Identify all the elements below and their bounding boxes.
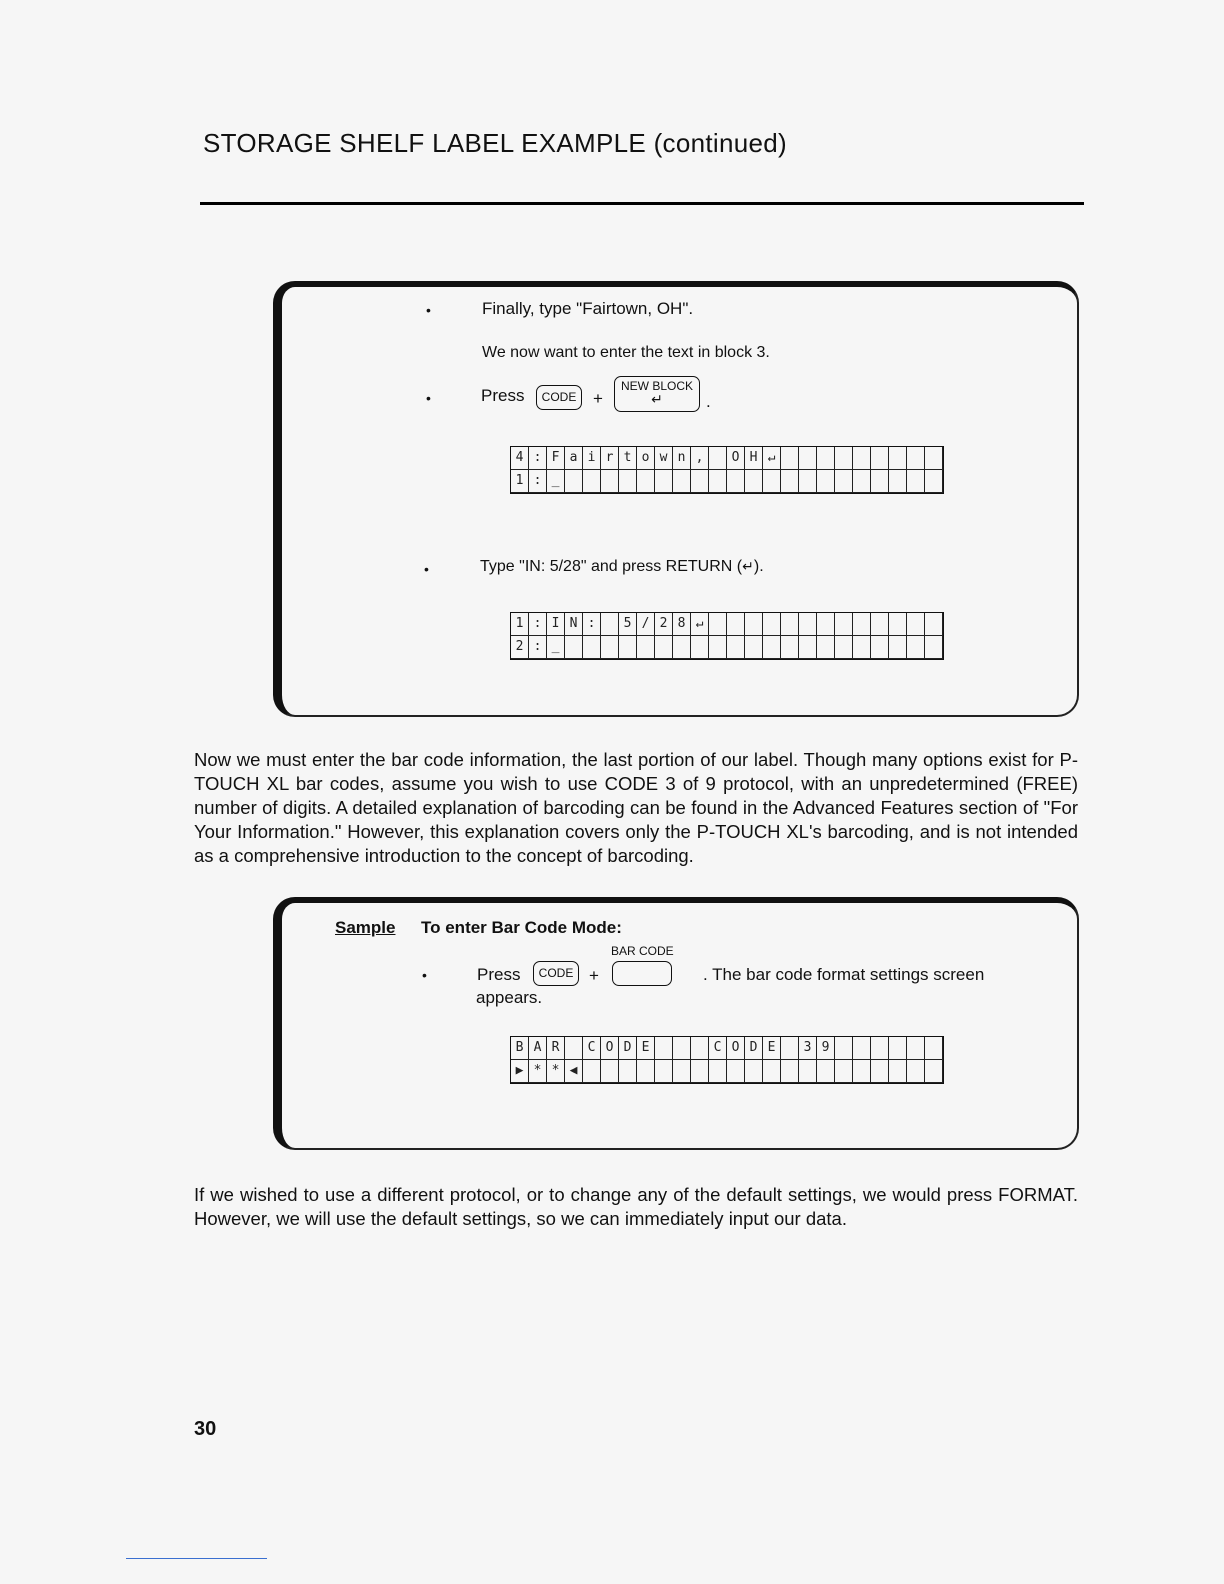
plus-sign: +	[589, 966, 599, 985]
lcd-cell	[709, 1060, 727, 1083]
lcd-cell: C	[583, 1037, 601, 1060]
lcd-cell: E	[637, 1037, 655, 1060]
lcd-cell: C	[709, 1037, 727, 1060]
lcd-cell	[871, 1060, 889, 1083]
lcd-cell	[889, 613, 907, 636]
lcd-cell	[727, 613, 745, 636]
bar-code-settings-text: . The bar code format settings screen	[703, 965, 985, 984]
lcd-cell	[799, 447, 817, 470]
lcd-cell: I	[547, 613, 565, 636]
lcd-cell	[655, 470, 673, 493]
lcd-cell: 2	[511, 636, 529, 659]
lcd-cell	[871, 1037, 889, 1060]
lcd-cell: 2	[655, 613, 673, 636]
lcd-cell: 5	[619, 613, 637, 636]
lcd-cell	[691, 470, 709, 493]
lcd-cell	[709, 636, 727, 659]
lcd-cell	[799, 1060, 817, 1083]
lcd-cell: r	[601, 447, 619, 470]
lcd-cell	[583, 470, 601, 493]
press-label: Press	[477, 965, 521, 984]
lcd-cell	[745, 636, 763, 659]
lcd-cell	[907, 1060, 925, 1083]
page-title: STORAGE SHELF LABEL EXAMPLE (continued)	[203, 128, 787, 158]
lcd-cell	[835, 636, 853, 659]
lcd-cell: :	[583, 613, 601, 636]
lcd-cell	[799, 470, 817, 493]
lcd-cell	[835, 1037, 853, 1060]
code-key: CODE	[533, 961, 579, 986]
lcd-cell: D	[619, 1037, 637, 1060]
lcd-cell	[673, 1037, 691, 1060]
lcd-cell	[619, 470, 637, 493]
lcd-cell: w	[655, 447, 673, 470]
lcd-cell	[637, 636, 655, 659]
lcd-cell	[889, 1037, 907, 1060]
lcd-cell: i	[583, 447, 601, 470]
lcd-cell	[853, 1037, 871, 1060]
lcd-cell	[853, 613, 871, 636]
lcd-cell	[907, 613, 925, 636]
lcd-cell: A	[529, 1037, 547, 1060]
lcd-cell: t	[619, 447, 637, 470]
lcd-cell	[601, 1060, 619, 1083]
lcd-cell	[853, 447, 871, 470]
lcd-cell	[835, 613, 853, 636]
lcd-cell	[889, 470, 907, 493]
lcd-cell	[619, 1060, 637, 1083]
lcd-cell: ◀	[565, 1060, 583, 1083]
bullet: •	[426, 302, 431, 318]
lcd-cell: _	[547, 636, 565, 659]
lcd-display-2	[510, 612, 944, 660]
lcd-cell	[727, 1060, 745, 1083]
bar-code-intro-paragraph: Now we must enter the bar code information, the last portion of our label. Though many options exist for P-TOUCH XL bar codes, assume you wish to use CODE 3 of 9 protocol, with an unpredetermined (FREE) number of digits. A detailed explanation of barcoding can be found in the Advanced Features section of "For Your Information." However, this explanation covers only the P-TOUCH XL's barcoding, and is not intended as a comprehensive introduction to the concept of barcoding.	[194, 749, 1078, 866]
lcd-cell: :	[529, 447, 547, 470]
lcd-cell: ,	[691, 447, 709, 470]
lcd-cell: ↵	[763, 447, 781, 470]
lcd-cell	[565, 1037, 583, 1060]
lcd-cell: 3	[799, 1037, 817, 1060]
lcd-cell: o	[637, 447, 655, 470]
lcd-cell	[835, 1060, 853, 1083]
lcd-cell: ↵	[691, 613, 709, 636]
lcd-cell	[817, 613, 835, 636]
step-type-in: Type "IN: 5/28" and press RETURN (↵).	[480, 558, 764, 575]
bar-code-key-caption: BAR CODE	[611, 944, 674, 958]
lcd-cell: 4	[511, 447, 529, 470]
lcd-cell: a	[565, 447, 583, 470]
lcd-cell	[601, 470, 619, 493]
lcd-cell	[763, 613, 781, 636]
lcd-cell	[889, 636, 907, 659]
lcd-cell	[601, 636, 619, 659]
bullet: •	[424, 561, 429, 577]
lcd-cell: N	[565, 613, 583, 636]
appears-text: appears.	[476, 988, 543, 1007]
lcd-cell	[583, 1060, 601, 1083]
lcd-cell	[781, 470, 799, 493]
lcd-cell	[763, 636, 781, 659]
lcd-cell	[745, 1060, 763, 1083]
lcd-cell	[835, 447, 853, 470]
lcd-cell	[691, 1060, 709, 1083]
lcd-cell: 9	[817, 1037, 835, 1060]
page-number: 30	[194, 1418, 217, 1440]
lcd-cell	[925, 636, 943, 659]
lcd-cell	[655, 1060, 673, 1083]
new-block-key: NEW BLOCK ↵	[614, 376, 700, 412]
lcd-cell	[565, 636, 583, 659]
lcd-cell	[727, 470, 745, 493]
lcd-cell	[781, 1037, 799, 1060]
lcd-cell: B	[511, 1037, 529, 1060]
lcd-cell	[925, 447, 943, 470]
lcd-cell	[781, 1060, 799, 1083]
lcd-cell	[781, 636, 799, 659]
lcd-cell	[637, 1060, 655, 1083]
lcd-cell	[925, 1037, 943, 1060]
lcd-cell	[637, 470, 655, 493]
lcd-cell: _	[547, 470, 565, 493]
lcd-cell: O	[727, 447, 745, 470]
step-fairtown: Finally, type "Fairtown, OH".	[482, 299, 694, 318]
plus-sign: +	[593, 389, 603, 408]
lcd-cell	[835, 470, 853, 493]
lcd-cell: R	[547, 1037, 565, 1060]
lcd-cell	[871, 636, 889, 659]
block3-note: We now want to enter the text in block 3.	[482, 344, 770, 361]
lcd-cell: 8	[673, 613, 691, 636]
lcd-cell	[655, 636, 673, 659]
lcd-display-1	[510, 446, 944, 494]
lcd-cell	[709, 447, 727, 470]
lcd-cell	[871, 470, 889, 493]
lcd-cell	[781, 613, 799, 636]
lcd-cell	[601, 613, 619, 636]
lcd-cell	[853, 1060, 871, 1083]
lcd-cell	[619, 636, 637, 659]
lcd-cell	[817, 470, 835, 493]
lcd-cell	[673, 470, 691, 493]
footer-line	[126, 1558, 267, 1559]
lcd-cell	[925, 613, 943, 636]
lcd-cell	[889, 447, 907, 470]
lcd-cell: n	[673, 447, 691, 470]
bar-code-key	[612, 961, 672, 986]
lcd-cell	[817, 447, 835, 470]
lcd-cell	[799, 613, 817, 636]
lcd-cell	[583, 636, 601, 659]
lcd-cell	[691, 1037, 709, 1060]
lcd-cell	[907, 447, 925, 470]
lcd-cell	[799, 636, 817, 659]
lcd-cell	[709, 613, 727, 636]
period: .	[706, 392, 711, 411]
lcd-cell	[889, 1060, 907, 1083]
lcd-cell	[763, 1060, 781, 1083]
lcd-cell: F	[547, 447, 565, 470]
lcd-cell: H	[745, 447, 763, 470]
return-arrow-icon: ↵	[651, 391, 663, 407]
lcd-cell	[655, 1037, 673, 1060]
lcd-cell: :	[529, 636, 547, 659]
lcd-cell	[871, 447, 889, 470]
lcd-cell: :	[529, 470, 547, 493]
title-rule	[200, 202, 1084, 205]
press-label: Press	[481, 386, 525, 405]
lcd-cell	[727, 636, 745, 659]
lcd-cell: O	[601, 1037, 619, 1060]
lcd-cell	[871, 613, 889, 636]
lcd-cell: E	[763, 1037, 781, 1060]
lcd-cell	[907, 636, 925, 659]
lcd-cell	[673, 636, 691, 659]
lcd-cell: 1	[511, 613, 529, 636]
lcd-cell	[853, 470, 871, 493]
lcd-cell	[853, 636, 871, 659]
lcd-cell: :	[529, 613, 547, 636]
bullet: •	[426, 390, 431, 406]
lcd-display-3	[510, 1036, 944, 1084]
lcd-cell	[745, 470, 763, 493]
lcd-cell	[763, 470, 781, 493]
sample-label: Sample	[335, 918, 396, 937]
lcd-cell	[673, 1060, 691, 1083]
lcd-cell	[691, 636, 709, 659]
lcd-cell: ▶	[511, 1060, 529, 1083]
lcd-cell	[781, 447, 799, 470]
bullet: •	[422, 967, 427, 983]
lcd-cell: O	[727, 1037, 745, 1060]
lcd-cell	[907, 1037, 925, 1060]
lcd-cell: 1	[511, 470, 529, 493]
return-arrow-icon: ↵	[742, 558, 754, 574]
format-paragraph: If we wished to use a different protocol, or to change any of the default settings, we would press FORMAT. However, we will use the default settings, so we can immediately input our data.	[194, 1184, 1078, 1229]
lcd-cell	[709, 470, 727, 493]
lcd-cell	[565, 470, 583, 493]
lcd-cell	[745, 613, 763, 636]
lcd-cell: /	[637, 613, 655, 636]
lcd-cell: *	[529, 1060, 547, 1083]
lcd-cell	[907, 470, 925, 493]
lcd-cell	[817, 1060, 835, 1083]
lcd-cell: *	[547, 1060, 565, 1083]
lcd-cell	[817, 636, 835, 659]
lcd-cell	[925, 470, 943, 493]
lcd-cell: D	[745, 1037, 763, 1060]
sample-heading: To enter Bar Code Mode:	[421, 918, 622, 937]
code-key: CODE	[536, 385, 582, 410]
lcd-cell	[925, 1060, 943, 1083]
